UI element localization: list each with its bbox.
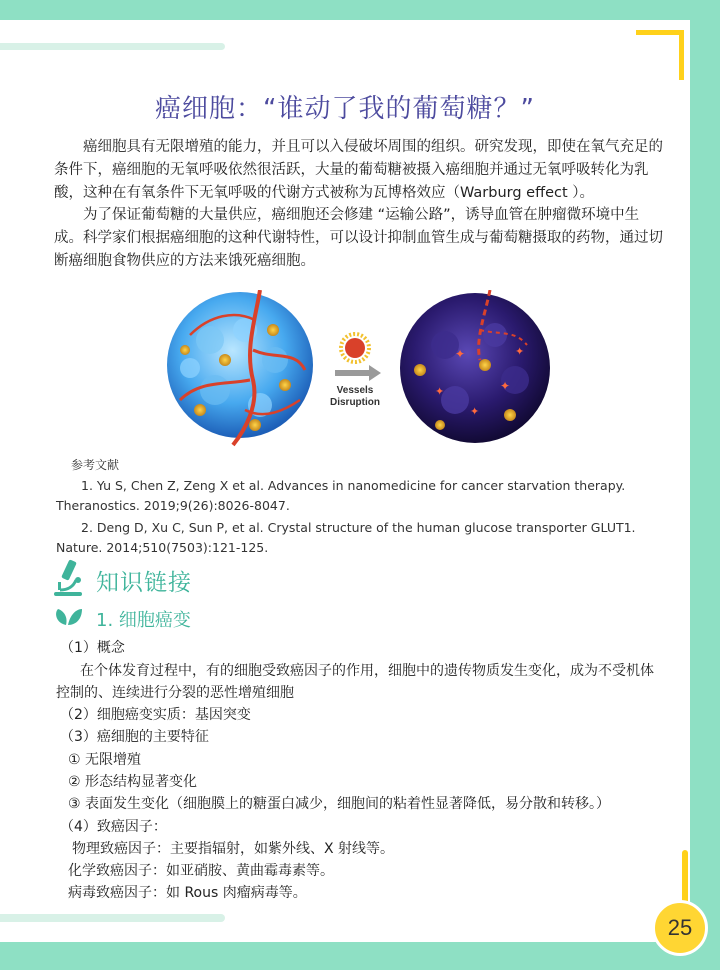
decor-corner-top	[636, 30, 684, 80]
content-line-9: （4）致癌因子：	[60, 819, 167, 835]
references-title: 参考文献	[71, 458, 120, 472]
page-title: 癌细胞：“谁动了我的葡萄糖？”	[155, 94, 535, 124]
paragraph-2: 为了保证葡萄糖的大量供应，癌细胞还会修建 “运输公路”，诱导血管在肿瘤微环境中生成。科学家们根据癌细胞的这种代谢特性，可以设计抑制血管生成与葡萄糖摄取的药物，通过切断癌细胞食物供应的方法来饿死癌细胞。	[54, 207, 663, 269]
content-line-1: （1）概念	[60, 640, 125, 656]
content-line-7: ② 形态结构显著变化	[68, 774, 198, 790]
arrow-label-line2: Disruption	[330, 397, 380, 408]
svg-text:✦: ✦	[470, 405, 480, 418]
content-line-10: 物理致癌因子：主要指辐射，如紫外线、X 射线等。	[72, 841, 395, 857]
reference-1: 1. Yu S, Chen Z, Zeng X et al. Advances in nanomedicine for cancer starvation therapy. Theranostics. 2019;9(26):8026-8047.	[56, 478, 626, 513]
tumor-after-icon	[400, 290, 550, 443]
content-line-8: ③ 表面发生变化（细胞膜上的糖蛋白减少，细胞间的粘着性显著降低，易分散和转移。）	[68, 796, 610, 812]
content-line-4: （2）细胞癌变实质：基因突变	[60, 707, 251, 723]
page-number-badge	[652, 900, 708, 956]
section-header	[52, 558, 192, 602]
content-line-5: （3）癌细胞的主要特征	[60, 729, 209, 745]
tumor-figure	[155, 290, 560, 450]
section-title: 知识链接	[96, 569, 192, 596]
svg-text:✦: ✦	[515, 345, 525, 358]
microscope-icon	[52, 558, 86, 602]
arrow-right-icon	[335, 365, 381, 381]
reference-2: 2. Deng D, Xu C, Sun P, et al. Crystal structure of the human glucose transporter GLUT1. Nature. 2014;510(7503):121-125.	[56, 520, 636, 555]
content-line-12: 病毒致癌因子：如 Rous 肉瘤病毒等。	[68, 885, 307, 901]
svg-text:✦: ✦	[455, 347, 466, 361]
page-number: 25	[667, 915, 693, 940]
content-line-6: ① 无限增殖	[68, 752, 142, 768]
leaf-icon	[52, 605, 82, 633]
svg-text:✦: ✦	[500, 379, 511, 393]
nanoparticle-icon	[341, 334, 369, 362]
subsection-title: 1. 细胞癌变	[96, 610, 191, 631]
content-line-2: 在个体发育过程中，有的细胞受致癌因子的作用，细胞中的遗传物质发生变化，成为不受机体	[80, 663, 654, 679]
decor-bar-bottom	[0, 914, 225, 922]
tumor-illustration	[155, 290, 560, 450]
paragraph-1: 癌细胞具有无限增殖的能力，并且可以入侵破坏周围的组织。研究发现，即使在氧气充足的条件下，癌细胞的无氧呼吸依然很活跃，大量的葡萄糖被摄入癌细胞并通过无氧呼吸转化为乳酸，这种在有氧条件下无氧呼吸的代谢方式被称为瓦博格效应（Warburg effect ）。	[54, 139, 663, 201]
content-line-11: 化学致癌因子：如亚硝胺、黄曲霉毒素等。	[68, 863, 334, 879]
subsection-header	[52, 605, 191, 633]
tumor-before-icon	[167, 290, 313, 445]
decor-bar-top	[0, 43, 225, 50]
arrow-label-line1: Vessels	[336, 385, 374, 396]
content-line-3: 控制的、连续进行分裂的恶性增殖细胞	[56, 685, 294, 701]
svg-text:✦: ✦	[435, 385, 445, 398]
